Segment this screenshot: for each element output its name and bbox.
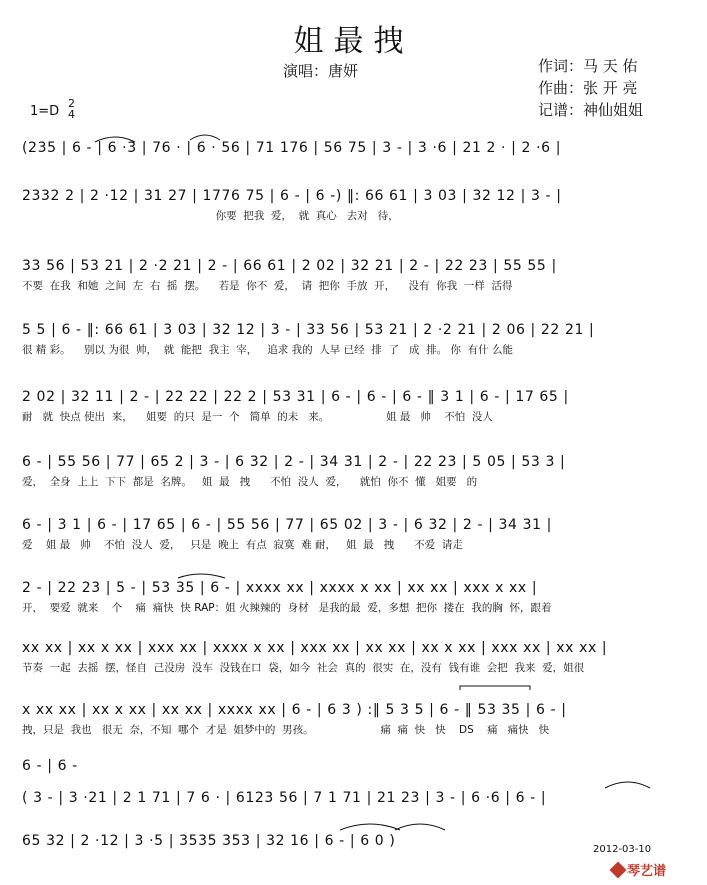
notes-line: ( 3 - | 3 ·21 | 2 1 71 | 7 6 · | 6123 56 | 7 1 71 | 21 23 | 3 - | 6 ·6 | 6 - | <box>22 790 547 806</box>
notes-line: 2 - | 22 23 | 5 - | 53 35 | 6 - | xxxx xx | xxxx x xx | xx xx | xxx x xx | <box>22 580 538 596</box>
transcription-date: 2012-03-10 <box>593 844 652 855</box>
watermark-logo <box>612 860 666 879</box>
transcriber-credit: 记谱：神仙姐姐 <box>538 101 644 119</box>
notes-line: xx xx | xx x xx | xxx xx | xxxx x xx | xxx xx | xx xx | xx x xx | xxx xx | xx xx | <box>22 640 608 656</box>
notes-line: 65 32 | 2 ·12 | 3 ·5 | 3535 353 | 32 16 | 6 - | 6 0 ) <box>22 833 396 849</box>
lyricist-credit: 作词：马 天 佑 <box>538 57 638 75</box>
slur-arc <box>395 824 445 830</box>
score-line <box>22 322 684 357</box>
lyric-line: 爱， 全身 上上 下下 都是 名牌。 姐 最 拽 不怕 没人 爱， 就怕 你不 懂 姐要 的 <box>22 476 478 488</box>
lyric-line: 你要 把我 爱， 就 真心 去对 待， <box>22 210 399 222</box>
watermark-text: 琴艺谱 <box>627 864 667 879</box>
score-line <box>22 640 684 675</box>
slur-arc <box>178 574 225 578</box>
score-line <box>22 833 684 849</box>
score-line <box>22 758 684 774</box>
notes-line: 5 5 | 6 - ‖: 66 61 | 3 03 | 32 12 | 3 - | 33 56 | 53 21 | 2 ·2 21 | 2 06 | 22 21 | <box>22 322 595 338</box>
notes-line: 2332 2 | 2 ·12 | 31 27 | 1776 75 | 6 - | 6 -) ‖: 66 61 | 3 03 | 32 12 | 3 - | <box>22 188 562 204</box>
notes-line: x xx xx | xx x xx | xx xx | xxxx xx | 6 - | 6 3 ) :‖ 5 3 5 | 6 - ‖ 53 35 | 6 - | <box>22 702 567 718</box>
logo-icon <box>610 862 627 879</box>
time-denominator: 4 <box>68 108 75 121</box>
notes-line: 6 - | 6 - <box>22 758 78 774</box>
score-line <box>22 517 684 552</box>
notes-line: 33 56 | 53 21 | 2 ·2 21 | 2 - | 66 61 | 2 02 | 32 21 | 2 - | 22 23 | 55 55 | <box>22 258 557 274</box>
song-title: 姐最拽 <box>293 24 414 59</box>
score-line <box>22 188 684 223</box>
lyric-line: 拽，只是 我也 很无 奈，不知 哪个 才是 姐梦中的 男孩。 痛 痛 快 快 DS 痛 痛快 快 <box>22 724 550 736</box>
notes-line: (235 | 6 - | 6 ·3 | 76 · | 6 · 56 | 71 176 | 56 75 | 3 - | 3 ·6 | 21 2 · | 2 ·6 | <box>22 140 562 156</box>
time-numerator: 2 <box>68 97 75 110</box>
time-signature <box>68 98 75 120</box>
credits-block <box>538 55 643 121</box>
singer-credit: 演唱：唐妍 <box>283 62 359 80</box>
notes-line: 6 - | 55 56 | 77 | 65 2 | 3 - | 6 32 | 2 - | 34 31 | 2 - | 22 23 | 5 05 | 53 3 | <box>22 454 566 470</box>
score-line <box>22 702 684 737</box>
score-line <box>22 258 684 293</box>
notes-line: 2 02 | 32 11 | 2 - | 22 22 | 22 2 | 53 31 | 6 - | 6 - | 6 - ‖ 3 1 | 6 - | 17 65 | <box>22 389 569 405</box>
triplet-bracket <box>460 686 530 690</box>
score-line <box>22 389 684 424</box>
composer-credit: 作曲：张 开 亮 <box>538 79 638 97</box>
slur-arc <box>340 824 400 830</box>
notes-line: 6 - | 3 1 | 6 - | 17 65 | 6 - | 55 56 | 77 | 65 02 | 3 - | 6 32 | 2 - | 34 31 | <box>22 517 552 533</box>
lyric-line: 不要 在我 和她 之间 左 右 摇 摆。 若是 你不 爱， 请 把你 手放 开， 没有 你我 一样 活得 <box>22 280 513 292</box>
lyric-line: 爱 姐 最 帅 不怕 没人 爱， 只是 晚上 有点 寂寞 难 耐， 姐 最 拽 不爱 请走 <box>22 539 463 551</box>
key-signature: 1=D <box>30 104 60 119</box>
lyric-line: 耐 就 快点 使出 来， 姐要 的只 是一 个 简单 的未 来。 姐 最 帅 不怕 没人 <box>22 411 493 423</box>
score-line <box>22 580 684 615</box>
score-line <box>22 790 684 806</box>
score-line <box>22 140 684 160</box>
lyric-line: 节奏 一起 去摇 摆，怪自 己没房 没车 没钱在口 袋，如今 社会 真的 很实 在，没有 钱有谁 会把 我来 爱，姐很 <box>22 662 585 674</box>
score-line <box>22 454 684 489</box>
lyric-line: 很 精 彩。 别以 为很 帅， 就 能把 我主 宰， 追求 我的 人早 已经 排 了 成 排。 你 有什 么能 <box>22 344 513 356</box>
lyric-line: 开， 要爱 就来 个 痛 痛快 快 RAP：姐 火辣辣的 身材 是我的最 爱，多想 把你 搂在 我的胸 怀，跟着 <box>22 602 552 614</box>
slur-arc <box>605 782 650 788</box>
